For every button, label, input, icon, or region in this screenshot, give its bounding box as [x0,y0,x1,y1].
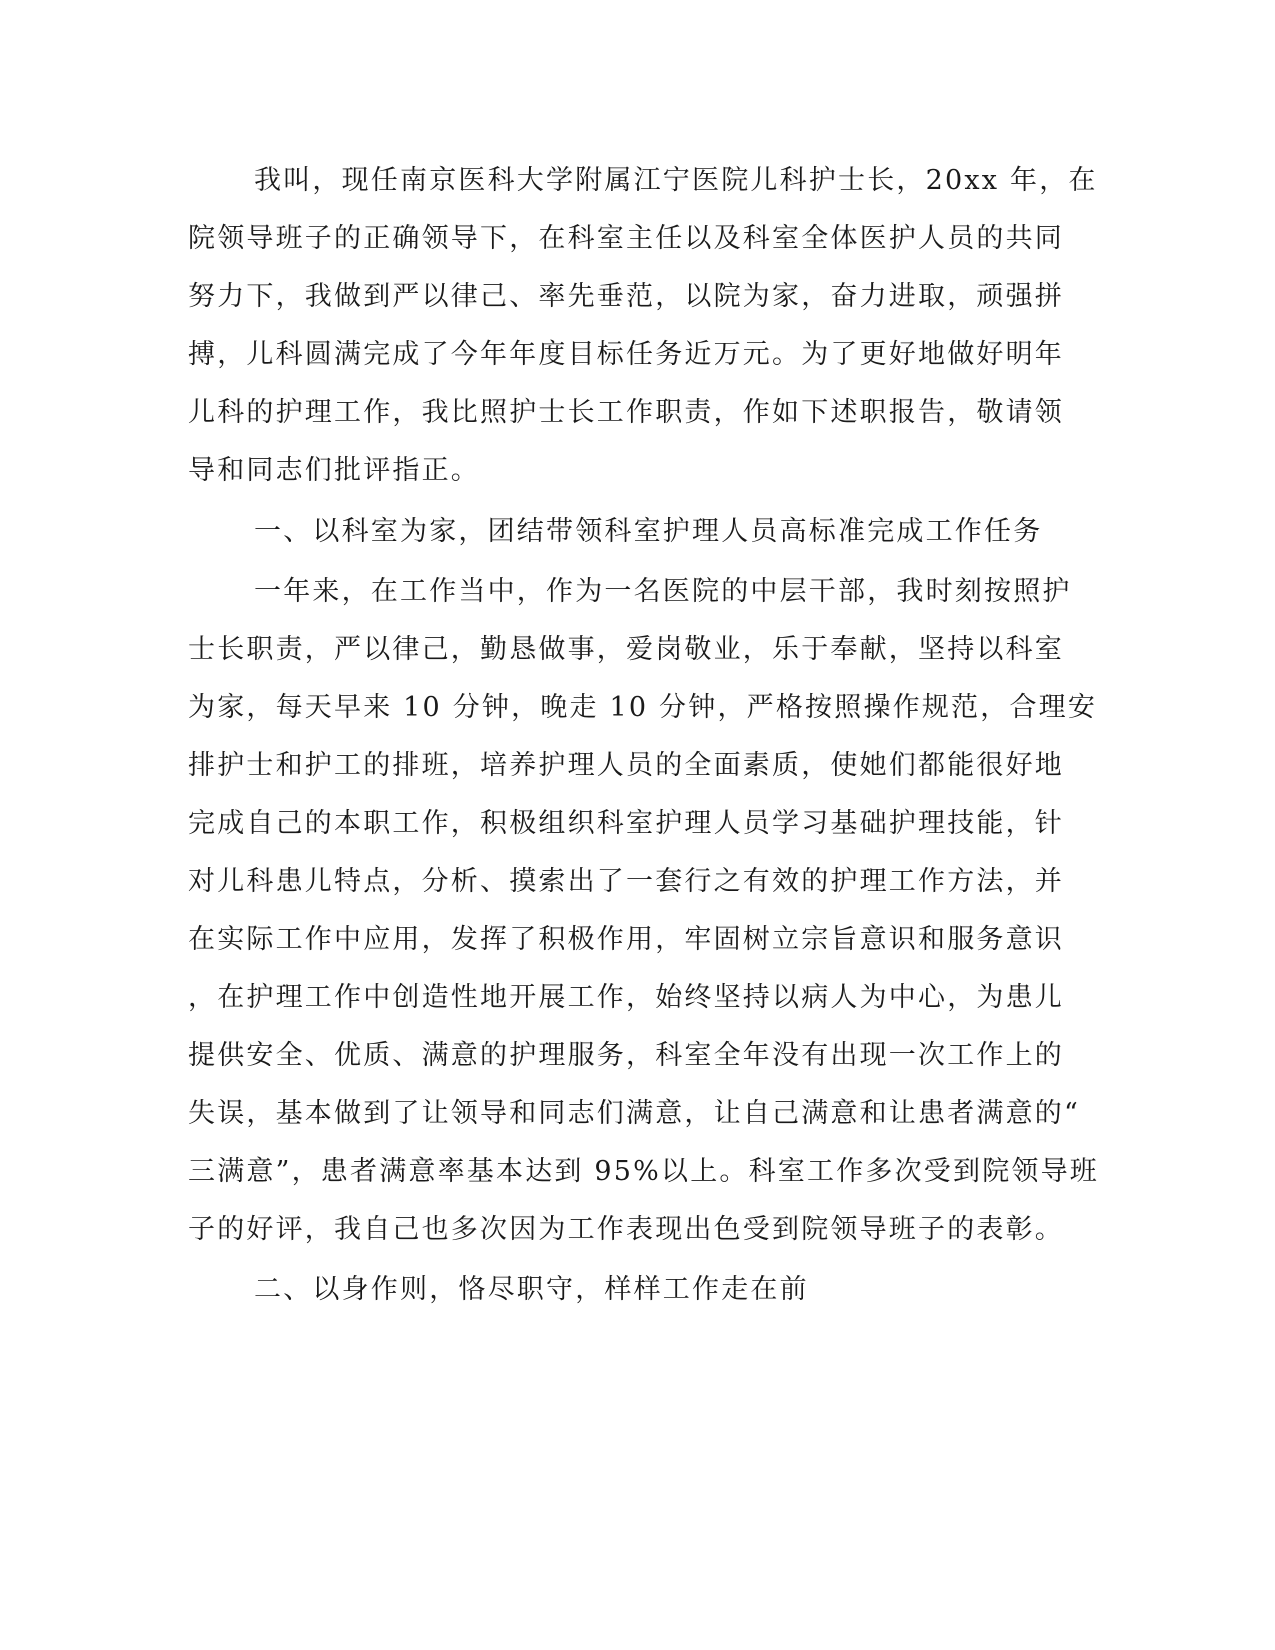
paragraph-line: 为家，每天早来 10 分钟，晚走 10 分钟，严格按照操作规范，合理安 [188,692,1098,723]
paragraph-line: 子的好评，我自己也多次因为工作表现出色受到院领导班子的表彰。 [188,1214,1064,1245]
paragraph-line: 院领导班子的正确领导下，在科室主任以及科室全体医护人员的共同 [188,223,1064,254]
paragraph-line: 失误，基本做到了让领导和同志们满意，让自己满意和让患者满意的“ [188,1098,1081,1129]
paragraph-line: 搏，儿科圆满完成了今年年度目标任务近万元。为了更好地做好明年 [188,339,1064,370]
paragraph-line: 排护士和护工的排班，培养护理人员的全面素质，使她们都能很好地 [188,750,1064,781]
section-heading-1: 一、以科室为家，团结带领科室护理人员高标准完成工作任务 [254,516,1043,547]
section-heading-2: 二、以身作则，恪尽职守，样样工作走在前 [254,1274,809,1305]
paragraph-line: 儿科的护理工作，我比照护士长工作职责，作如下述职报告，敬请领 [188,397,1064,428]
paragraph-line: 士长职责，严以律己，勤恳做事，爱岗敬业，乐于奉献，坚持以科室 [188,634,1064,665]
paragraph-line: 完成自己的本职工作，积极组织科室护理人员学习基础护理技能，针 [188,808,1064,839]
paragraph-line: 导和同志们批评指正。 [188,455,480,486]
paragraph-line: 提供安全、优质、满意的护理服务，科室全年没有出现一次工作上的 [188,1040,1064,1071]
paragraph-line: 对儿科患儿特点，分析、摸索出了一套行之有效的护理工作方法，并 [188,866,1064,897]
paragraph-line: 一年来，在工作当中，作为一名医院的中层干部，我时刻按照护 [254,576,1072,607]
paragraph-line: 我叫，现任南京医科大学附属江宁医院儿科护士长，20xx 年，在 [254,165,1098,196]
paragraph-line: ，在护理工作中创造性地开展工作，始终坚持以病人为中心，为患儿 [188,982,1064,1013]
paragraph-line: 努力下，我做到严以律己、率先垂范，以院为家，奋力进取，顽强拼 [188,281,1064,312]
paragraph-line: 三满意”，患者满意率基本达到 95%以上。科室工作多次受到院领导班 [188,1156,1099,1187]
paragraph-line: 在实际工作中应用，发挥了积极作用，牢固树立宗旨意识和服务意识 [188,924,1064,955]
